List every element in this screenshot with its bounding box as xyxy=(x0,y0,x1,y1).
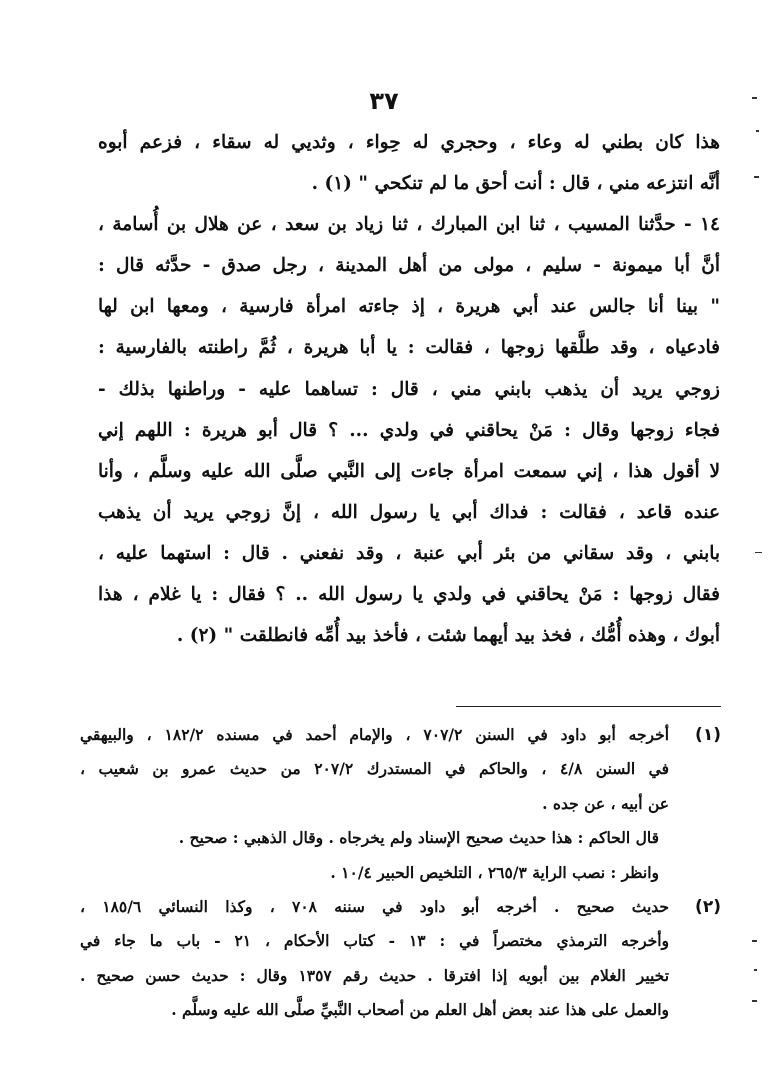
text-line: هذا كان بطني له وعاء ، وحجري له حِواء ، وثديي له سقاء ، فزعم أبوه xyxy=(98,132,720,153)
scan-mark xyxy=(756,130,759,132)
footnote-number: (٢) xyxy=(695,896,721,917)
footnote-line: حديث صحيح . أخرجه أبو داود في سننه ٧٠٨ ، وكذا النسائي ١٨٥/٦ ، xyxy=(80,896,669,916)
footnote-line: تخيير الغلام بين أبويه إذا افترقا . حديث رقم ١٣٥٧ وقال : حديث حسن صحيح . xyxy=(80,965,669,985)
footnote-separator xyxy=(456,706,721,707)
scan-mark xyxy=(754,969,757,971)
footnote-line: في السنن ٤/٨ ، والحاكم في المستدرك ٢٠٧/٢ من حديث عمرو بن شعيب ، xyxy=(80,759,669,779)
text-line: أبوك ، وهذه أُمُّك ، فخذ بيد أيهما شئت ، فأخذ بيد أُمِّه فانطلقت " (٢) . xyxy=(176,625,720,647)
text-line: فقال زوجها : مَنْ يحاقني في ولدي يا رسول الله .. ؟ فقال : يا غلام ، هذا xyxy=(98,584,720,606)
scan-mark xyxy=(755,552,762,553)
text-line: زوجي يريد أن يذهب بابني مني ، قال : تساهما عليه - وراطنها بذلك - xyxy=(98,378,720,400)
footnote-number: (١) xyxy=(695,725,721,745)
scan-mark xyxy=(752,1000,757,1002)
text-line: أنَّه انتزعه مني ، قال : أنت أحق ما لم تنكحي " (١) . xyxy=(311,173,720,195)
text-line: فجاء زوجها وقال : مَنْ يحاقني في ولدي ... ؟ قال أبو هريرة : اللهم إني xyxy=(98,419,720,441)
footnote-line: عن أبيه ، عن جده . xyxy=(542,793,669,813)
footnote-line: قال الحاكم : هذا حديث صحيح الإسناد ولم يخرجاه . وقال الذهبي : صحيح . xyxy=(178,828,659,848)
text-line: فادعياه ، وقد طلَّقها زوجها ، فقالت : يا أبا هريرة ، ثُمَّ راطنته بالفارسية : xyxy=(98,337,720,359)
footnote-line: وانظر : نصب الراية ٢٦٥/٣ ، التلخيص الحبير ١٠/٤ . xyxy=(330,862,659,882)
text-line: ١٤ - حدَّثنا المسيب ، ثنا ابن المبارك ، ثنا زياد بن سعد ، عن هلال بن أُسامة ، xyxy=(98,214,720,236)
scan-mark xyxy=(754,176,759,178)
text-line: أنَّ أبا ميمونة - سليم ، مولى من أهل المدينة ، رجل صدق - حدَّثه قال : xyxy=(98,255,720,277)
text-line: لا أقول هذا ، إني سمعت امرأة جاءت إلى النَّبي صلَّى الله عليه وسلَّم ، وأنا xyxy=(98,460,720,482)
text-line: عنده قاعد ، فقالت : فداك أبي يا رسول الله ، إنَّ زوجي يريد أن يذهب xyxy=(98,501,720,523)
scan-mark xyxy=(752,97,757,99)
footnote-1 xyxy=(80,718,721,890)
footnote-2 xyxy=(80,890,721,1028)
text-line: بابني ، وقد سقاني من بئر أبي عنبة ، وقد نفعني . قال : استهما عليه ، xyxy=(98,542,720,564)
page-number: ٣٧ xyxy=(369,87,399,115)
text-line: " بينا أنا جالس عند أبي هريرة ، إذ جاءته امرأة فارسية ، ومعها ابن لها xyxy=(98,296,720,318)
main-text xyxy=(98,122,720,656)
footnote-line: والعمل على هذا عند بعض أهل العلم من أصحاب النَّبيِّ صلَّى الله عليه وسلَّم . xyxy=(171,1000,669,1020)
scan-mark xyxy=(752,940,757,942)
footnotes xyxy=(80,718,721,1028)
footnote-line: أخرجه أبو داود في السنن ٧٠٧/٢ ، والإمام أحمد في مسنده ١٨٢/٢ ، والبيهقي xyxy=(80,725,669,744)
footnote-line: وأخرجه الترمذي مختصراً في : ١٣ - كتاب الأحكام ، ٢١ - باب ما جاء في xyxy=(80,931,669,951)
